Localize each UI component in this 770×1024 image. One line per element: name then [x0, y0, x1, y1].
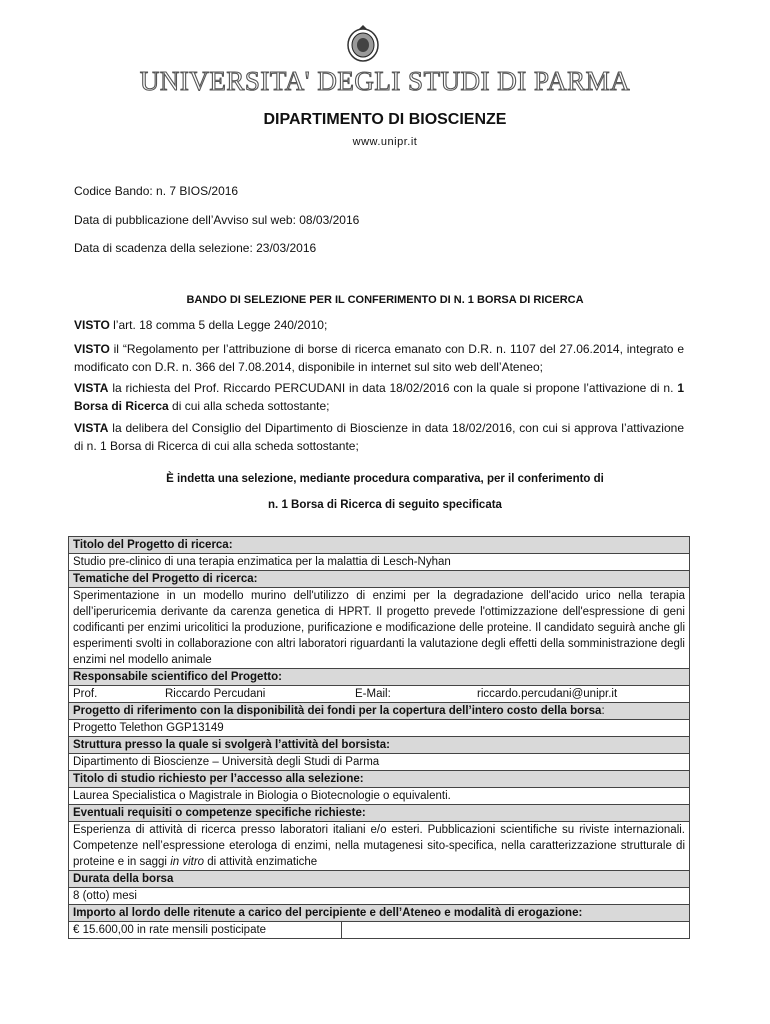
data-scadenza: Data di scadenza della selezione: 23/03/2016 [74, 241, 317, 255]
bando-title: BANDO DI SELEZIONE PER IL CONFERIMENTO DI N. 1 BORSA DI RICERCA [186, 294, 584, 306]
paragraph-text-end: di cui alla scheda sottostante; [168, 398, 330, 413]
importo-empty-cell [342, 922, 690, 939]
requisiti-label: Eventuali requisiti o competenze specifiche richieste: [69, 805, 690, 822]
requisiti-text-end: di attività enzimatiche [204, 856, 318, 868]
paragraph-lead: VISTA [74, 421, 109, 435]
announce-line-1: È indetta una selezione, mediante procedura comparativa, per il conferimento di [166, 473, 604, 485]
department-name: DIPARTIMENTO DI BIOSCIENZE [263, 111, 507, 128]
announce-line-2: n. 1 Borsa di Ricerca di seguito specificata [268, 499, 502, 511]
titolo-studio-value: Laurea Specialistica o Magistrale in Biologia o Biotecnologie o equivalenti. [69, 788, 690, 805]
paragraph-lead: VISTO [74, 318, 110, 332]
website-link[interactable]: www.unipr.it [352, 136, 418, 148]
titolo-studio-label: Titolo di studio richiesto per l’accesso alla selezione: [69, 771, 690, 788]
resp-email[interactable]: riccardo.percudani@unipr.it [477, 688, 618, 700]
requisiti-text: Esperienza di attività di ricerca presso laboratori italiani e/o esteri. Pubblicazioni scientifiche su riviste internazionali. Competenze nell’espressione eterologa di enzimi, nella mutagenesi sito-specifica, nella caratterizzazione strutturale di proteine e in saggi [73, 824, 685, 868]
fondi-label-text: Progetto di riferimento con la disponibilità dei fondi per la copertura dell’intero costo della borsa [73, 705, 602, 717]
fondi-value: Progetto Telethon GGP13149 [69, 720, 690, 737]
scheda-borsa-table [68, 536, 690, 939]
struttura-value: Dipartimento di Bioscienze – Università degli Studi di Parma [69, 754, 690, 771]
titolo-value: Studio pre-clinico di una terapia enzimatica per la malattia di Lesch-Nyhan [69, 554, 690, 571]
data-pubblicazione: Data di pubblicazione dell’Avviso sul web: 08/03/2016 [74, 213, 360, 227]
durata-value: 8 (otto) mesi [69, 888, 690, 905]
paragraph-text: la delibera del Consiglio del Dipartimento di Bioscienze in data 18/02/2016, con cui si approva l’attivazione di n. 1 Borsa di Ricerca di cui alla scheda sottostante; [74, 421, 684, 453]
university-seal-icon [346, 24, 380, 64]
paragraph-text: la richiesta del Prof. Riccardo PERCUDANI in data 18/02/2016 con la quale si propone l’attivazione di n. [108, 381, 678, 395]
paragraph-text: l’art. 18 comma 5 della Legge 240/2010; [109, 318, 328, 332]
visto-legge [74, 317, 684, 335]
durata-label: Durata della borsa [69, 871, 690, 888]
responsabile-value [69, 686, 690, 703]
resp-name: Riccardo Percudani [165, 688, 266, 700]
paragraph-text: il “Regolamento per l’attribuzione di borse di ricerca emanato con D.R. n. 1107 del 27.06.2014, integrato e modificato con D.R. n. 366 del 7.08.2014, disponibile in internet sul sito web dell’Ateneo; [74, 342, 684, 374]
titolo-label: Titolo del Progetto di ricerca: [69, 537, 690, 554]
responsabile-label: Responsabile scientifico del Progetto: [69, 669, 690, 686]
paragraph-lead: VISTA [74, 381, 109, 395]
requisiti-italic: in vitro [170, 856, 205, 868]
resp-email-label: E-Mail: [355, 688, 391, 700]
paragraph-lead: VISTO [74, 342, 110, 356]
vista-delibera [74, 420, 684, 455]
importo-label: Importo al lordo delle ritenute a carico del percipiente e dell’Ateneo e modalità di erogazione: [69, 905, 690, 922]
vista-richiesta [74, 380, 684, 415]
struttura-label: Struttura presso la quale si svolgerà l’attività del borsista: [69, 737, 690, 754]
requisiti-value [69, 822, 690, 871]
importo-value: € 15.600,00 in rate mensili posticipate [69, 922, 342, 939]
fondi-colon: : [601, 705, 605, 717]
university-name: UNIVERSITA' DEGLI STUDI DI PARMA [139, 66, 631, 96]
paragraph-bold-mid: 1 Borsa di Ricerca [74, 381, 684, 413]
tematiche-label: Tematiche del Progetto di ricerca: [69, 571, 690, 588]
visto-regolamento [74, 341, 684, 376]
resp-title: Prof. [73, 688, 98, 700]
tematiche-value: Sperimentazione in un modello murino dell'utilizzo di enzimi per la degradazione dell'acido urico nella terapia dell’iperuricemia derivante da carenza genetica di HPRT. Il progetto prevede l'ottimizzazione dell'espressione di geni codificanti per enzimi uricolitici la produzione, purificazione e modificazione delle proteine. Il candidato seguirà anche gli esperimenti svolti in collaborazione con altri laboratori riguardanti la valutazione degli effetti della somministrazione degli enzimi nel modello animale [69, 588, 690, 669]
codice-bando: Codice Bando: n. 7 BIOS/2016 [74, 184, 239, 198]
fondi-label [69, 703, 690, 720]
